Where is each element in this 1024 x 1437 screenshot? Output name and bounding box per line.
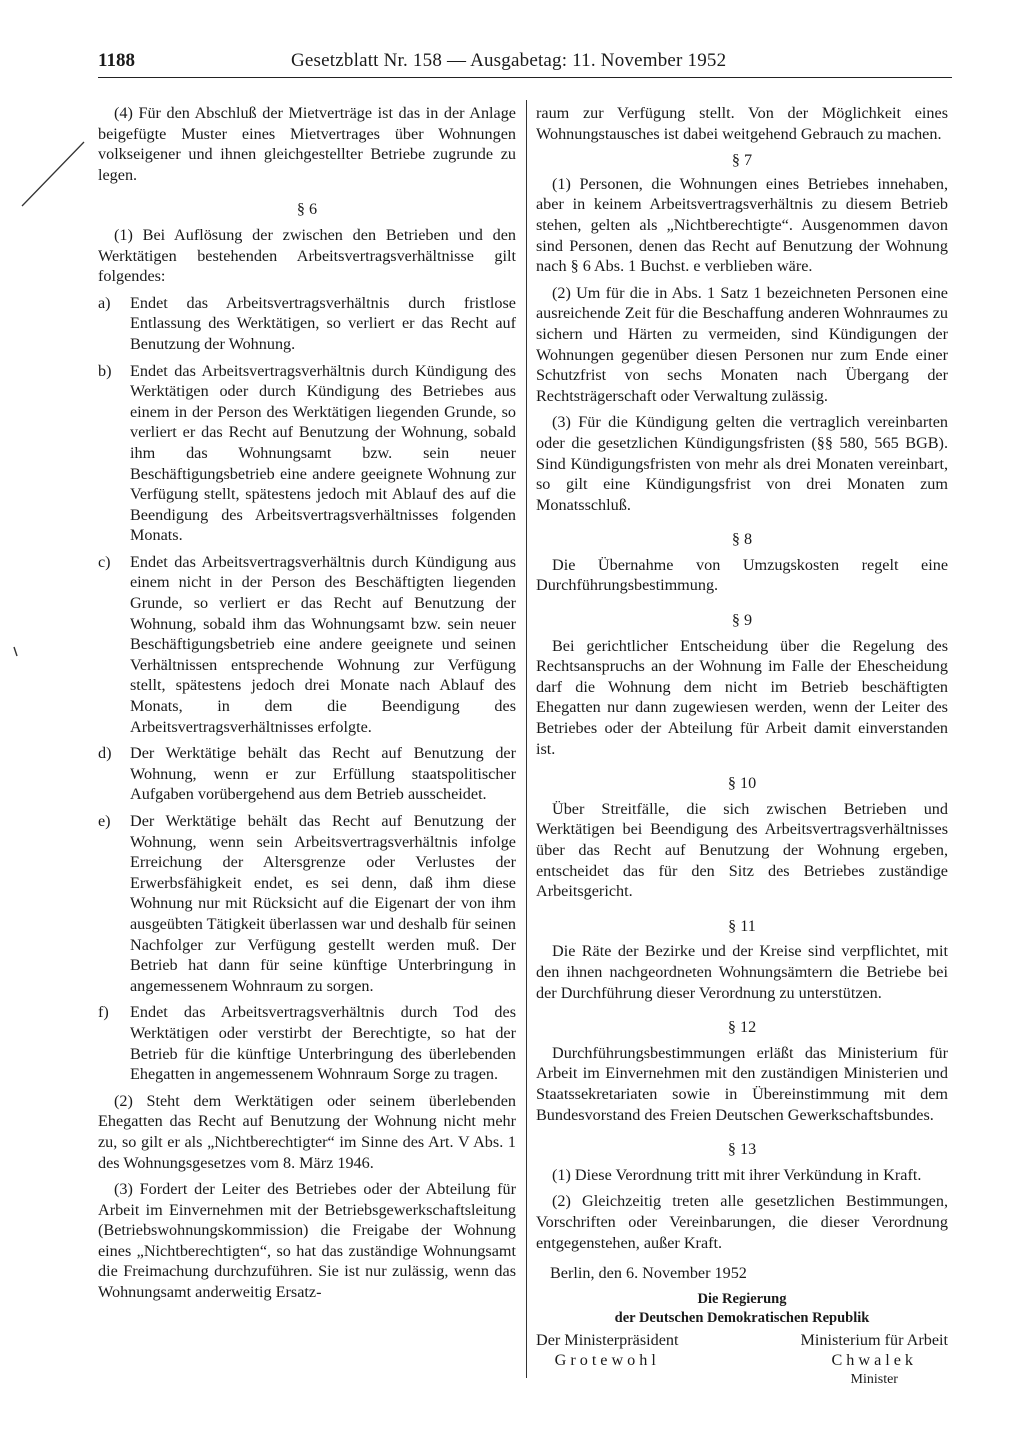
list-item-b <box>98 361 516 546</box>
section-12-heading: § 12 <box>727 1018 757 1037</box>
section-11-heading: § 11 <box>728 916 756 935</box>
section-12-text: Durchführungsbestimmungen erläßt das Ministerium für Arbeit im Einvernehmen mit den zuständigen Ministerien und Staatssekretariaten sowie in Übereinstimmung mit dem Bundesvorstand des Freien Deutschen Gewerkschaftsbundes. <box>536 1043 948 1124</box>
margin-dot-mark <box>12 646 20 658</box>
section-9-text: Bei gerichtlicher Entscheidung über die Regelung des Rechtsanspruchs an der Wohnung im Falle der Ehescheidung darf die Wohnung dem nicht im Betrieb beschäftigten Ehegatten nur dann zugewiesen werden, wenn der Leiter des Betriebes oder der Abteilung für Arbeit damit einverstanden ist. <box>536 636 948 758</box>
paragraph-6-2: (2) Steht dem Werktätigen oder seinem überlebenden Ehegatten das Recht auf Benutzung der Wohnung nicht mehr zu, so gilt er als „Nichtberechtigter“ im Sinne des Art. V Abs. 1 des Wohnungsgesetzes vom 8. März 1946. <box>98 1091 516 1172</box>
paragraph-13-2: (2) Gleichzeitig treten alle gesetzlichen Bestimmungen, Vorschriften oder Vereinbarungen, die dieser Verordnung entgegenstehen, außer Kraft. <box>536 1192 948 1252</box>
column-divider <box>526 100 527 1378</box>
left-column <box>98 103 516 1309</box>
list-item-a <box>98 293 516 355</box>
section-11-text: Die Räte der Bezirke und der Kreise sind verpflichtet, mit den ihnen nachgeordneten Wohnungsämtern die Betriebe bei der Durchführung dieser Verordnung zu unterstützen. <box>536 942 948 1002</box>
paragraph-5-4: (4) Für den Abschluß der Mietverträge ist das in der Anlage beigefügte Muster eines Mietvertrages über Wohnungen volkseigener und ihnen gleichgestellter Betriebe zugrunde zu legen. <box>98 104 516 184</box>
paragraph-6-3-continued: raum zur Verfügung stellt. Von der Möglichkeit eines Wohnungstausches ist dabei weitgehend Gebrauch zu machen. <box>536 104 948 143</box>
margin-pen-stroke <box>18 138 88 210</box>
list-item-label: a) <box>98 293 111 312</box>
signature-name: Chwalek <box>831 1351 918 1370</box>
signatures <box>536 1330 948 1389</box>
section-10-heading: § 10 <box>727 774 757 793</box>
section-9-heading: § 9 <box>731 611 753 630</box>
list-item-text: Endet das Arbeitsvertragsverhältnis durch Kündigung des Werktätigen oder durch Kündigung des Betriebes aus einem in der Person des Werktätigen liegenden Grunde, so verliert er das Recht auf Benutzung der Wohnung, sobald ihm das Wohnungsamt bzw. sein neuer Beschäftigungsbetrieb eine andere geeignete Wohnung zur Verfügung stellt, spätestens jedoch mit Ablauf des auf die Beendigung des Arbeitsvertragsverhältnisses folgenden Monats. <box>130 361 516 545</box>
list-item-text: Endet das Arbeitsvertragsverhältnis durch fristlose Entlassung des Werktätigen, so verliert er das Recht auf Benutzung der Wohnung. <box>130 293 516 353</box>
list-item-text: Der Werktätige behält das Recht auf Benutzung der Wohnung, wenn sein Arbeitsvertragsverhältnis infolge Erreichung der Altersgrenze oder Verlustes der Erwerbsfähigkeit endet, es sei denn, daß ihm diese Wohnung nur mit Rücksicht auf die Eigenart der von ihm ausgeübten Tätigkeit überlassen war und deshalb für seinen Nachfolger zur Verfügung gestellt werden muß. Der Betrieb hat dann für seine künftige Unterbringung in angemessenem Wohnraum zu sorgen. <box>130 812 516 995</box>
list-item-text: Der Werktätige behält das Recht auf Benutzung der Wohnung, wenn er zur Erfüllung staatspolitischer Aufgaben vorübergehend aus dem Betrieb ausscheidet. <box>130 744 516 804</box>
list-item-label: c) <box>98 552 111 571</box>
signature-prime-minister <box>536 1330 679 1389</box>
signature-name: Grotewohl <box>554 1351 660 1370</box>
government-line-1: Die Regierung <box>697 1290 787 1307</box>
list-item-text: Endet das Arbeitsvertragsverhältnis durch Tod des Werktätigen oder verstirbt der Berechtigte, so hat der Betrieb für die künftige Unterbringung des überlebenden Ehegatten in angemessenem Wohnraum Sorge zu tragen. <box>130 1003 516 1084</box>
signature-role: Der Ministerpräsident <box>536 1330 679 1349</box>
section-8-text: Die Übernahme von Umzugskosten regelt eine Durchführungsbestimmung. <box>536 555 948 595</box>
header-title: Gesetzblatt Nr. 158 — Ausgabetag: 11. November 1952 <box>291 50 727 71</box>
list-item-label: e) <box>98 812 111 830</box>
list-item-label: f) <box>98 1003 109 1022</box>
place-and-date: Berlin, den 6. November 1952 <box>550 1264 747 1283</box>
signature-labour-minister <box>801 1330 948 1389</box>
paragraph-13-1: (1) Diese Verordnung tritt mit ihrer Verkündung in Kraft. <box>552 1165 922 1184</box>
page-header <box>98 50 952 78</box>
section-7-heading: § 7 <box>731 151 753 170</box>
list-item-f <box>98 1002 516 1084</box>
government-line-2: der Deutschen Demokratischen Republik <box>614 1309 870 1326</box>
list-item-label: d) <box>98 744 112 763</box>
section-8-heading: § 8 <box>731 530 753 549</box>
paragraph-7-3: (3) Für die Kündigung gelten die vertraglich vereinbarten oder die gesetzlichen Kündigungsfristen (§§ 580, 565 BGB). Sind Kündigungsfristen von mehr als drei Monaten vereinbart, so gilt eine Kündigungsfrist von drei Monaten zum Monatsschluß. <box>536 413 948 514</box>
paragraph-7-1: (1) Personen, die Wohnungen eines Betriebes innehaben, aber in keinem Arbeitsvertragsverhältnis zu diesem Betrieb stehen, gelten als „Nichtberechtigte“. Ausgenommen davon sind Personen, denen das Recht auf Benutzung der Wohnung nach § 6 Abs. 1 Buchst. e verblieben wäre. <box>536 174 948 276</box>
list-item-e <box>98 811 516 996</box>
signature-title: Minister <box>850 1371 898 1387</box>
section-10-text: Über Streitfälle, die sich zwischen Betrieben und Werktätigen bei Beendigung des Arbeitsvertragsverhältnisses über das Recht auf Benutzung der Wohnung ergeben, entscheidet das für den Sitz des Betriebes zuständige Arbeitsgericht. <box>536 799 948 901</box>
list-item-text: Endet das Arbeitsvertragsverhältnis durch Kündigung aus einem nicht in der Person des Beschäftigten liegenden Grunde, so verliert er das Recht auf Benutzung der Wohnung, sobald ihm das Wohnungsamt bzw. sein neuer Beschäftigungsbetrieb eine andere geeignete und seinen Verhältnissen entsprechende Wohnung zur Verfügung stellt, spätestens jedoch drei Monate nach Ablauf des Monats, in dem die Beendigung des Arbeitsvertragsverhältnisses erfolgte. <box>130 552 516 736</box>
section-6-heading: § 6 <box>296 200 318 219</box>
right-column <box>536 103 948 1389</box>
paragraph-6-3: (3) Fordert der Leiter des Betriebes oder der Abteilung für Arbeit im Einvernehmen mit der Betriebsgewerkschaftsleitung (Betriebswohnungskommission) die Freigabe der Wohnung eines „Nichtberechtigten“, so hat das zuständige Wohnungsamt die Freimachung durchzuführen. Sie ist nur zulässig, wenn das Wohnungsamt anderweitig Ersatz- <box>98 1180 516 1302</box>
page-number: 1188 <box>98 50 135 71</box>
paragraph-7-2: (2) Um für die in Abs. 1 Satz 1 bezeichneten Personen eine ausreichende Zeit für die Beschaffung anderen Wohnraumes zu sichern und Härten zu vermeiden, sind Kündigungen der Wohnungen gegenüber diesen Personen nur zum Ende einer Schutzfrist von sechs Monaten nach Übergang der Rechtsträgerschaft oder Verwaltung zulässig. <box>536 283 948 405</box>
list-item-label: b) <box>98 361 112 380</box>
signature-role: Ministerium für Arbeit <box>800 1330 948 1349</box>
list-item-d <box>98 743 516 805</box>
paragraph-6-1: (1) Bei Auflösung der zwischen den Betrieben und den Werktätigen bestehenden Arbeitsvertragsverhältnisse gilt folgendes: <box>98 225 516 286</box>
list-item-c <box>98 552 516 737</box>
header-rule <box>98 77 952 78</box>
section-13-heading: § 13 <box>727 1140 757 1159</box>
